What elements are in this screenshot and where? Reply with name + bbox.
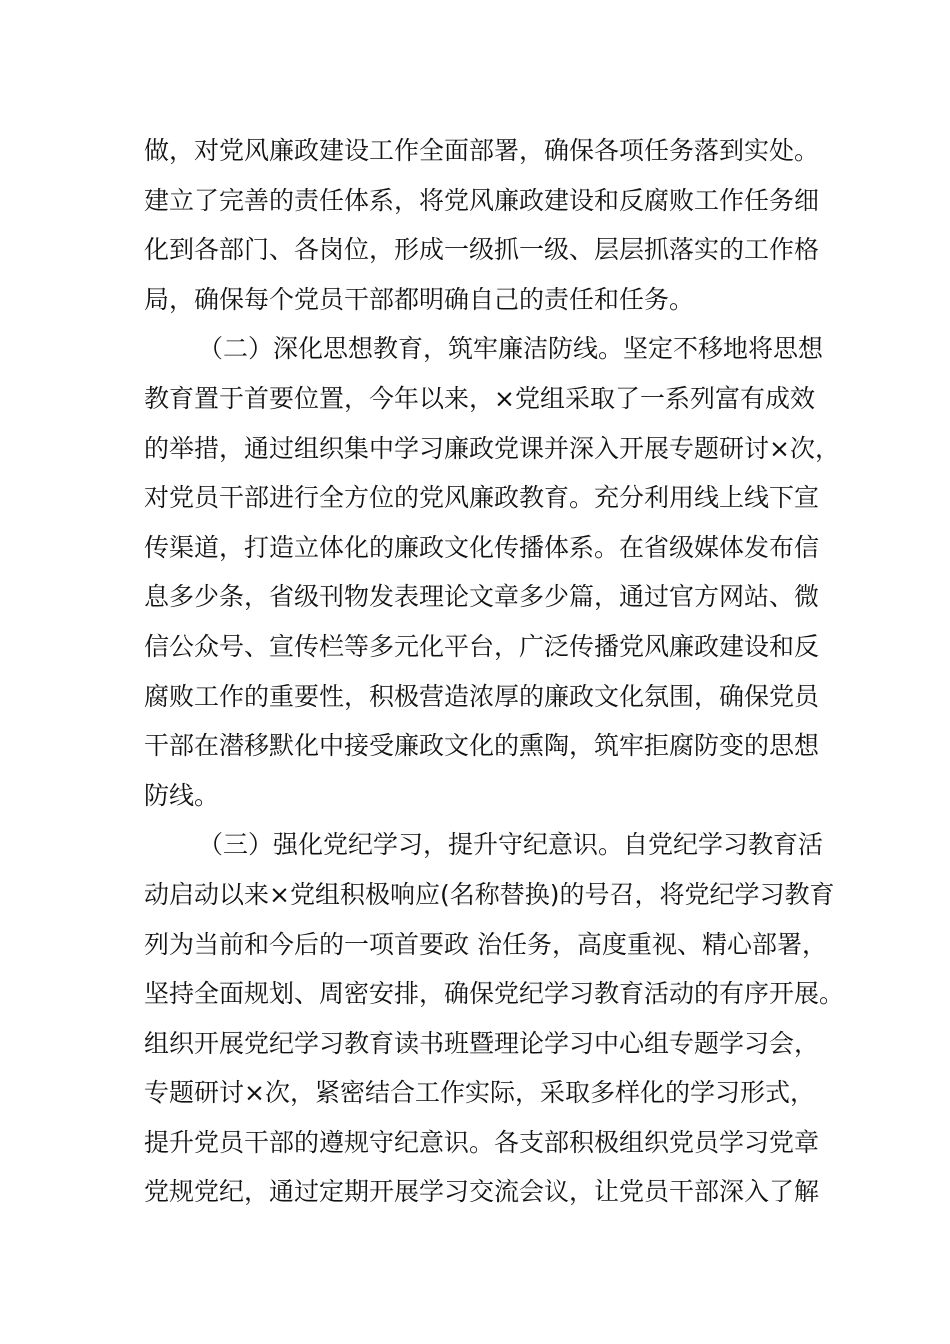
section-heading-line: （三）强化党纪学习，提升守纪意识。自党纪学习教育活 bbox=[198, 830, 824, 860]
text-line: 提升党员干部的遵规守纪意识。各支部积极组织党员学习党章 bbox=[144, 1127, 820, 1157]
text-line: 传渠道，打造立体化的廉政文化传播体系。在省级媒体发布信 bbox=[144, 532, 820, 562]
text-line: 党规党纪，通过定期开展学习交流会议，让党员干部深入了解 bbox=[144, 1177, 820, 1207]
text-line: 信公众号、宣传栏等多元化平台，广泛传播党风廉政建设和反 bbox=[144, 631, 820, 661]
text-line: 干部在潜移默化中接受廉政文化的熏陶，筑牢拒腐防变的思想 bbox=[144, 731, 820, 761]
text-line: 的举措，通过组织集中学习廉政党课并深入开展专题研讨×次， bbox=[144, 433, 840, 463]
text-line: 局，确保每个党员干部都明确自己的责任和任务。 bbox=[144, 284, 695, 314]
text-line: 列为当前和今后的一项首要政 治任务，高度重视、精心部署， bbox=[144, 929, 827, 959]
text-line: 专题研讨×次，紧密结合工作实际，采取多样化的学习形式， bbox=[144, 1078, 815, 1108]
document-body bbox=[144, 126, 845, 1217]
text-line: 教育置于首要位置，今年以来，×党组采取了一系列富有成效 bbox=[144, 383, 815, 413]
text-line: 坚持全面规划、周密安排，确保党纪学习教育活动的有序开展。 bbox=[144, 979, 845, 1009]
section-heading-line: （二）深化思想教育，筑牢廉洁防线。坚定不移地将思想 bbox=[198, 334, 824, 364]
text-line: 息多少条，省级刊物发表理论文章多少篇，通过官方网站、微 bbox=[144, 582, 820, 612]
text-line: 对党员干部进行全方位的党风廉政教育。充分利用线上线下宣 bbox=[144, 483, 820, 513]
text-line: 做，对党风廉政建设工作全面部署，确保各项任务落到实处。 bbox=[144, 136, 820, 165]
text-line: 动启动以来×党组积极响应(名称替换)的号召，将党纪学习教育 bbox=[144, 879, 835, 909]
text-line: 化到各部门、各岗位，形成一级抓一级、层层抓落实的工作格 bbox=[144, 235, 820, 265]
text-line: 建立了完善的责任体系，将党风廉政建设和反腐败工作任务细 bbox=[144, 185, 820, 215]
text-line: 防线。 bbox=[144, 780, 220, 810]
text-line: 组织开展党纪学习教育读书班暨理论学习中心组专题学习会， bbox=[144, 1028, 820, 1058]
text-line: 腐败工作的重要性，积极营造浓厚的廉政文化氛围，确保党员 bbox=[144, 681, 820, 711]
